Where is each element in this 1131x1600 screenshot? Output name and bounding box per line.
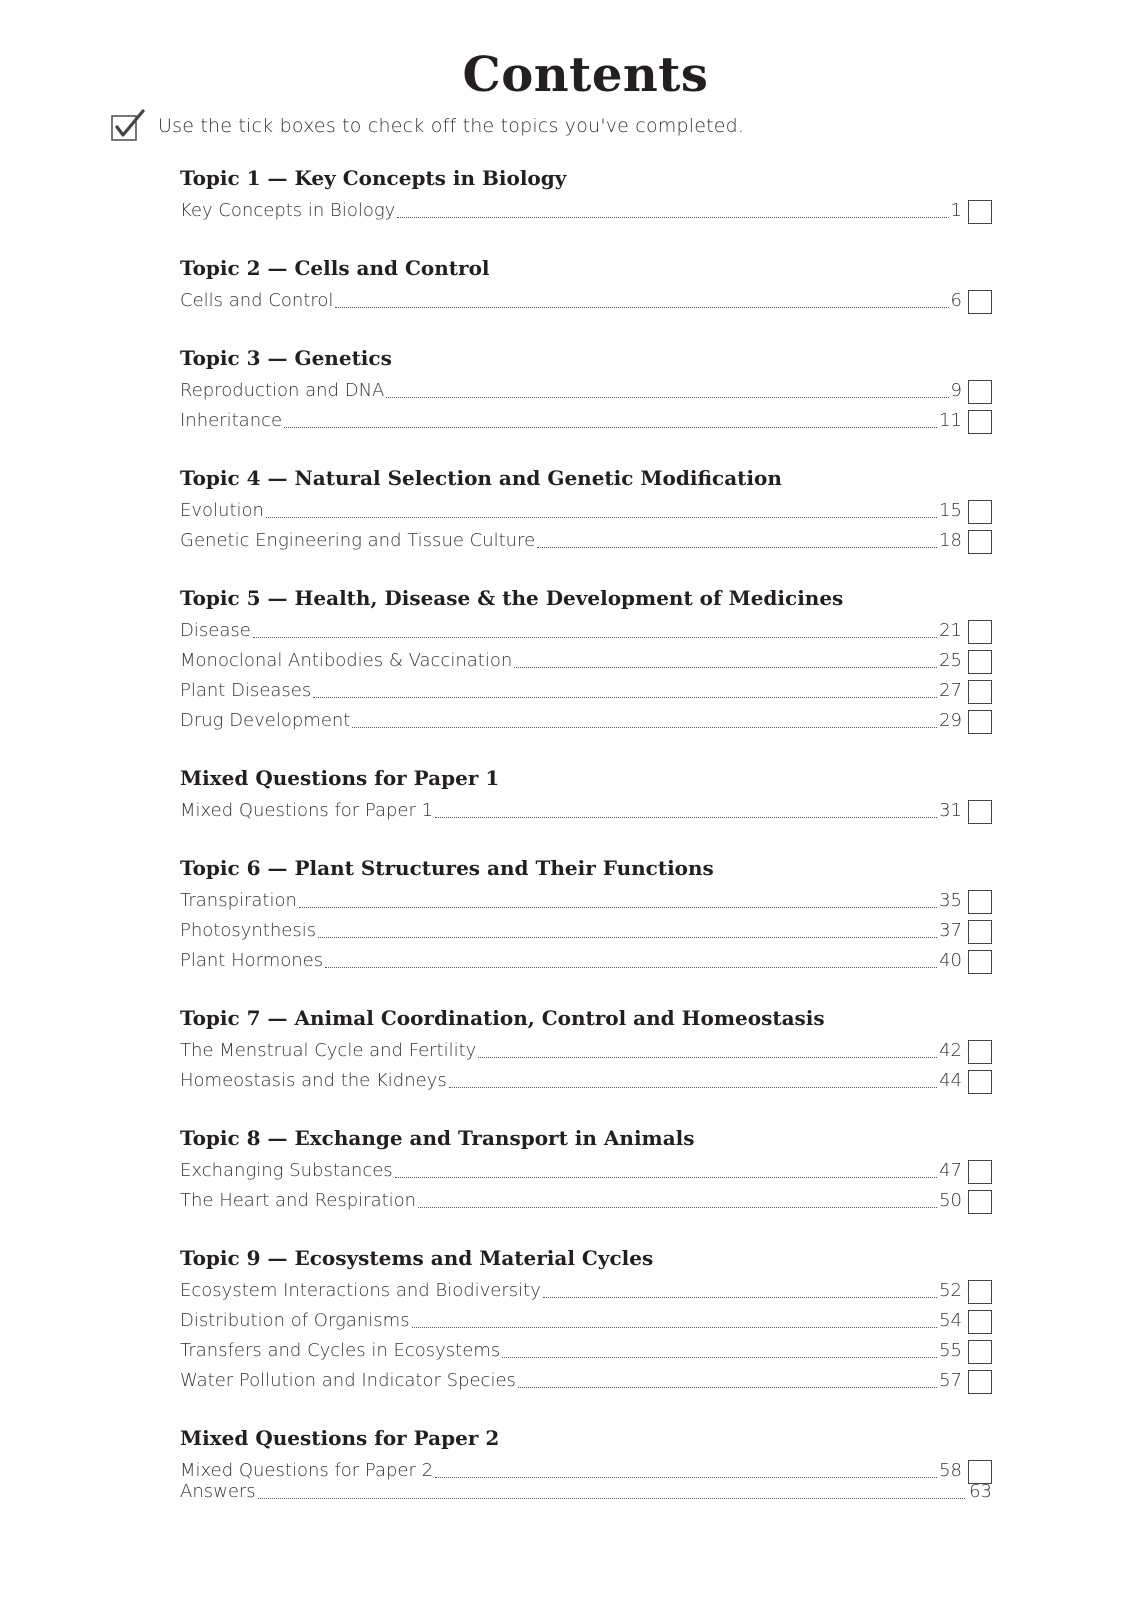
tick-box[interactable] bbox=[968, 1190, 992, 1214]
tick-box[interactable] bbox=[968, 800, 992, 824]
page-number: 42 bbox=[939, 1040, 962, 1061]
page-number: 15 bbox=[939, 500, 962, 521]
section-heading: Topic 3 — Genetics bbox=[180, 346, 392, 370]
entry-title: Evolution bbox=[180, 500, 264, 521]
toc-section bbox=[180, 1241, 992, 1395]
dot-leader bbox=[299, 907, 937, 908]
section-heading: Topic 8 — Exchange and Transport in Animals bbox=[180, 1126, 695, 1150]
page-number: 35 bbox=[939, 890, 962, 911]
dot-leader bbox=[418, 1207, 937, 1208]
dot-leader bbox=[543, 1297, 937, 1298]
tick-box[interactable] bbox=[968, 1070, 992, 1094]
dot-leader bbox=[514, 667, 937, 668]
instruction-text: Use the tick boxes to check off the topics you've completed. bbox=[158, 115, 745, 137]
dot-leader bbox=[502, 1357, 937, 1358]
entry-title: Mixed Questions for Paper 2 bbox=[180, 1460, 434, 1481]
entry-title: Monoclonal Antibodies & Vaccination bbox=[180, 650, 513, 671]
tick-box[interactable] bbox=[968, 710, 992, 734]
page-number: 11 bbox=[939, 410, 962, 431]
page-number: 40 bbox=[939, 950, 962, 971]
page-number: 50 bbox=[939, 1190, 962, 1211]
entry-title: Genetic Engineering and Tissue Culture bbox=[180, 530, 536, 551]
dot-leader bbox=[318, 937, 937, 938]
dot-leader bbox=[266, 517, 937, 518]
page-number: 6 bbox=[950, 290, 962, 311]
toc-entry[interactable] bbox=[180, 1275, 992, 1305]
section-heading: Topic 1 — Key Concepts in Biology bbox=[180, 166, 567, 190]
answers-entry[interactable] bbox=[180, 1476, 992, 1506]
page-number: 47 bbox=[939, 1160, 962, 1181]
toc-entry[interactable] bbox=[180, 705, 992, 735]
toc-entry[interactable] bbox=[180, 675, 992, 705]
entry-title: Exchanging Substances bbox=[180, 1160, 393, 1181]
dot-leader bbox=[284, 427, 937, 428]
page-number: 58 bbox=[939, 1460, 962, 1481]
page-title: Contents bbox=[462, 47, 709, 103]
toc-section bbox=[180, 1121, 992, 1215]
toc-entry[interactable] bbox=[180, 615, 992, 645]
entry-title: Disease bbox=[180, 620, 251, 641]
dot-leader bbox=[386, 397, 948, 398]
page-number: 27 bbox=[939, 680, 962, 701]
entry-title: Water Pollution and Indicator Species bbox=[180, 1370, 516, 1391]
entry-title: Mixed Questions for Paper 1 bbox=[180, 800, 434, 821]
page-number: 29 bbox=[939, 710, 962, 731]
toc-entry[interactable] bbox=[180, 885, 992, 915]
dot-leader bbox=[449, 1087, 937, 1088]
section-heading: Topic 7 — Animal Coordination, Control and Homeostasis bbox=[180, 1006, 825, 1030]
tick-box[interactable] bbox=[968, 920, 992, 944]
page-number: 44 bbox=[939, 1070, 962, 1091]
page-number: 9 bbox=[950, 380, 962, 401]
toc-section bbox=[180, 341, 992, 435]
tick-box[interactable] bbox=[968, 1370, 992, 1394]
dot-leader bbox=[518, 1387, 937, 1388]
toc-entry[interactable] bbox=[180, 795, 992, 825]
entry-title: Distribution of Organisms bbox=[180, 1310, 410, 1331]
entry-title: Drug Development bbox=[180, 710, 351, 731]
toc-entry[interactable] bbox=[180, 645, 992, 675]
answers-title: Answers bbox=[180, 1481, 256, 1502]
toc-entry[interactable] bbox=[180, 285, 992, 315]
dot-leader bbox=[412, 1327, 938, 1328]
tick-box[interactable] bbox=[968, 1280, 992, 1304]
page-number: 57 bbox=[939, 1370, 962, 1391]
toc-entry[interactable] bbox=[180, 525, 992, 555]
page-number: 54 bbox=[939, 1310, 962, 1331]
dot-leader bbox=[325, 967, 937, 968]
entry-title: Ecosystem Interactions and Biodiversity bbox=[180, 1280, 541, 1301]
section-heading: Mixed Questions for Paper 2 bbox=[180, 1426, 500, 1450]
entry-title: Plant Diseases bbox=[180, 680, 312, 701]
toc-entry[interactable] bbox=[180, 375, 992, 405]
tick-box[interactable] bbox=[968, 1310, 992, 1334]
toc-entry[interactable] bbox=[180, 1305, 992, 1335]
entry-title: Transpiration bbox=[180, 890, 297, 911]
toc-entry[interactable] bbox=[180, 1065, 992, 1095]
tick-box[interactable] bbox=[968, 1340, 992, 1364]
dot-leader bbox=[352, 727, 937, 728]
tick-box[interactable] bbox=[968, 950, 992, 974]
tick-box[interactable] bbox=[968, 290, 992, 314]
page-number: 37 bbox=[939, 920, 962, 941]
dot-leader bbox=[253, 637, 937, 638]
entry-title: Reproduction and DNA bbox=[180, 380, 385, 401]
toc-entry[interactable] bbox=[180, 195, 992, 225]
dot-leader bbox=[258, 1496, 965, 1499]
tick-box[interactable] bbox=[968, 620, 992, 644]
toc-section bbox=[180, 161, 992, 225]
section-heading: Topic 4 — Natural Selection and Genetic Modification bbox=[180, 466, 782, 490]
toc-section bbox=[180, 251, 992, 315]
page-number: 52 bbox=[939, 1280, 962, 1301]
toc-section bbox=[180, 1001, 992, 1095]
page-number: 55 bbox=[939, 1340, 962, 1361]
tick-box[interactable] bbox=[968, 530, 992, 554]
toc-section bbox=[180, 581, 992, 735]
tick-box[interactable] bbox=[968, 410, 992, 434]
tick-box[interactable] bbox=[968, 890, 992, 914]
toc-entry[interactable] bbox=[180, 495, 992, 525]
section-heading: Topic 9 — Ecosystems and Material Cycles bbox=[180, 1246, 654, 1270]
answers-page-number: 63 bbox=[969, 1481, 992, 1502]
dot-leader bbox=[397, 217, 948, 218]
toc-entry[interactable] bbox=[180, 1155, 992, 1185]
dot-leader bbox=[478, 1057, 937, 1058]
section-heading: Topic 5 — Health, Disease & the Development of Medicines bbox=[180, 586, 844, 610]
tick-box[interactable] bbox=[968, 380, 992, 404]
section-heading: Topic 2 — Cells and Control bbox=[180, 256, 490, 280]
toc-entry[interactable] bbox=[180, 1185, 992, 1215]
toc-section bbox=[180, 761, 992, 825]
page-number: 1 bbox=[950, 200, 962, 221]
tick-box[interactable] bbox=[968, 680, 992, 704]
tick-box[interactable] bbox=[968, 500, 992, 524]
entry-title: Transfers and Cycles in Ecosystems bbox=[180, 1340, 501, 1361]
entry-title: Cells and Control bbox=[180, 290, 334, 311]
page-number: 21 bbox=[939, 620, 962, 641]
toc-entry[interactable] bbox=[180, 1335, 992, 1365]
entry-title: Inheritance bbox=[180, 410, 283, 431]
toc-entry[interactable] bbox=[180, 945, 992, 975]
dot-leader bbox=[395, 1177, 937, 1178]
page-number: 25 bbox=[939, 650, 962, 671]
dot-leader bbox=[313, 697, 937, 698]
entry-title: Key Concepts in Biology bbox=[180, 200, 396, 221]
entry-title: Homeostasis and the Kidneys bbox=[180, 1070, 447, 1091]
section-heading: Topic 6 — Plant Structures and Their Functions bbox=[180, 856, 714, 880]
checkmark-icon bbox=[110, 108, 146, 144]
tick-box[interactable] bbox=[968, 200, 992, 224]
dot-leader bbox=[537, 547, 937, 548]
section-heading: Mixed Questions for Paper 1 bbox=[180, 766, 500, 790]
tick-box[interactable] bbox=[968, 1160, 992, 1184]
entry-title: The Heart and Respiration bbox=[180, 1190, 417, 1211]
toc-entry[interactable] bbox=[180, 1035, 992, 1065]
entry-title: Photosynthesis bbox=[180, 920, 317, 941]
entry-title: The Menstrual Cycle and Fertility bbox=[180, 1040, 477, 1061]
dot-leader bbox=[335, 307, 948, 308]
toc-section bbox=[180, 461, 992, 555]
toc-section bbox=[180, 851, 992, 975]
instruction-row bbox=[110, 108, 744, 144]
entry-title: Plant Hormones bbox=[180, 950, 324, 971]
tick-box[interactable] bbox=[968, 650, 992, 674]
page-number: 31 bbox=[939, 800, 962, 821]
toc-entry[interactable] bbox=[180, 915, 992, 945]
toc-entry[interactable] bbox=[180, 1365, 992, 1395]
toc-entry[interactable] bbox=[180, 405, 992, 435]
table-of-contents bbox=[180, 161, 992, 1511]
dot-leader bbox=[435, 817, 937, 818]
tick-box[interactable] bbox=[968, 1040, 992, 1064]
page-number: 18 bbox=[939, 530, 962, 551]
